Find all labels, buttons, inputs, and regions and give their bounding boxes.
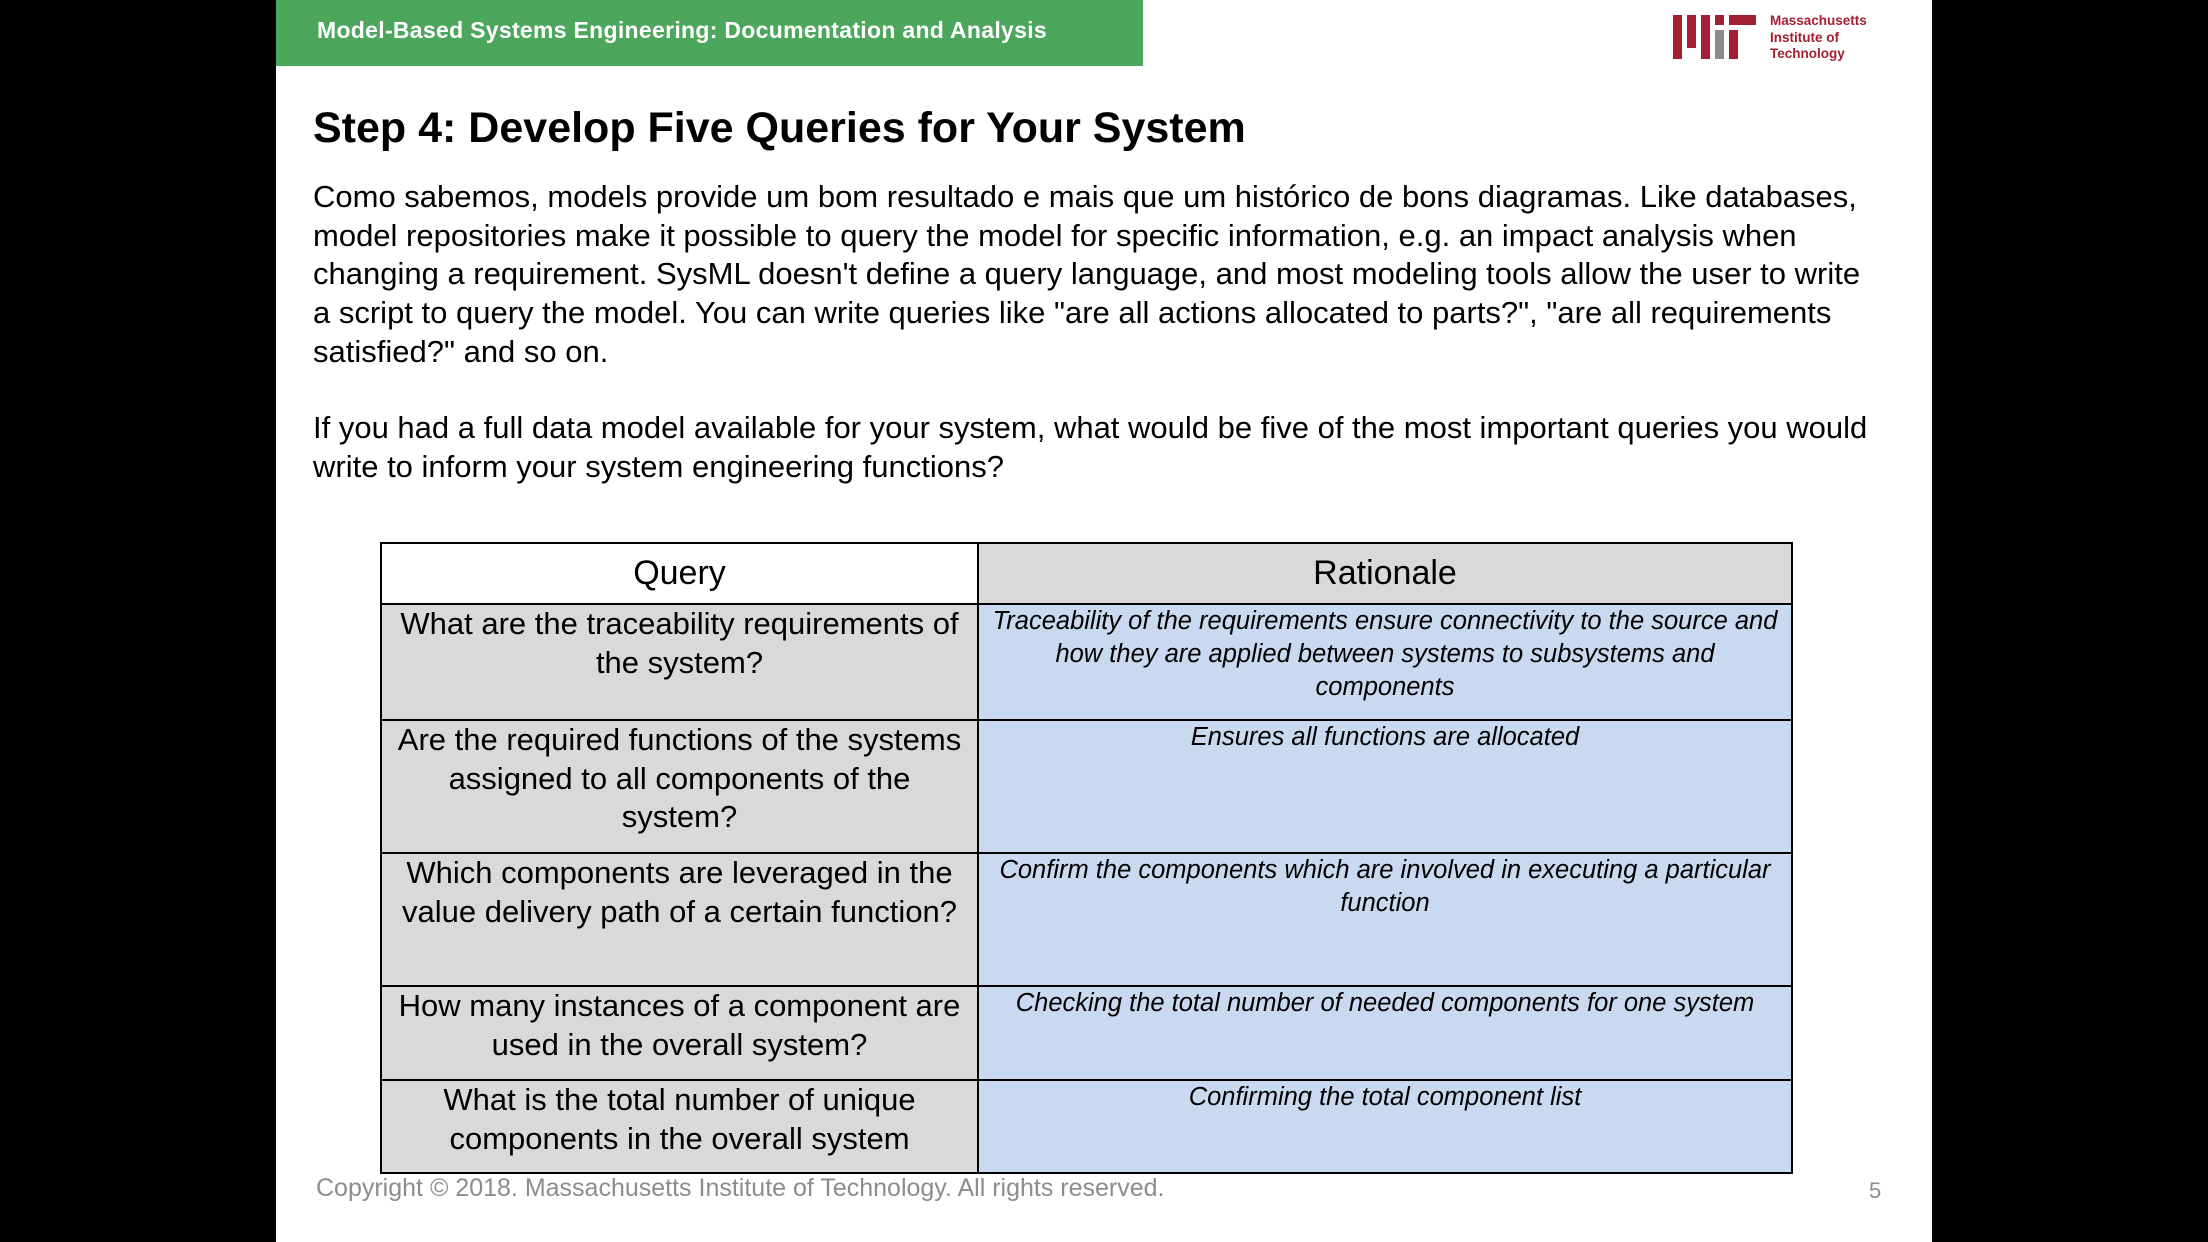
mit-logo-mark-icon — [1673, 13, 1757, 61]
copyright-footer: Copyright © 2018. Massachusetts Institute of Technology. All rights reserved. — [316, 1174, 1165, 1202]
question-paragraph: If you had a full data model available for your system, what would be five of the most important queries you would write to inform your system engineering functions? — [313, 410, 1868, 484]
query-cell: What are the traceability requirements of the system? — [381, 604, 978, 720]
column-header-rationale: Rationale — [978, 543, 1792, 604]
table-row — [381, 853, 1792, 986]
rationale-cell: Confirm the components which are involved in executing a particular function — [978, 853, 1792, 986]
mit-logo-text — [1770, 13, 1867, 63]
table-row — [381, 986, 1792, 1080]
course-title-banner: Model-Based Systems Engineering: Documentation and Analysis — [276, 0, 1143, 66]
rationale-cell: Ensures all functions are allocated — [978, 720, 1792, 853]
rationale-cell: Confirming the total component list — [978, 1080, 1792, 1173]
table-row — [381, 1080, 1792, 1173]
rationale-cell: Checking the total number of needed components for one system — [978, 986, 1792, 1080]
queries-table — [380, 542, 1793, 1174]
slide-title: Step 4: Develop Five Queries for Your System — [313, 104, 1246, 152]
logo-line-2: Institute of — [1770, 29, 1839, 45]
query-cell: Which components are leveraged in the value delivery path of a certain function? — [381, 853, 978, 986]
slide — [276, 0, 1932, 1242]
intro-paragraph: Como sabemos, models provide um bom resultado e mais que um histórico de bons diagramas. Like databases, model repositories make it possible to query the model for specific information, e.g. an impact analysis when changing a requirement. SysML doesn't define a query language, and most modeling tools allow the user to write a script to query the model. You can write queries like "are all actions allocated to parts?", "are all requirements satisfied?" and so on. — [313, 179, 1861, 369]
page-number: 5 — [1869, 1178, 1882, 1203]
logo-line-3: Technology — [1770, 46, 1845, 61]
logo-line-1: Massachusetts — [1770, 13, 1867, 28]
rationale-cell: Traceability of the requirements ensure connectivity to the source and how they are applied between systems to subsystems and components — [978, 604, 1792, 720]
query-cell: What is the total number of unique components in the overall system — [381, 1080, 978, 1173]
query-cell: Are the required functions of the systems assigned to all components of the system? — [381, 720, 978, 853]
table-header-row — [381, 543, 1792, 604]
table-row — [381, 604, 1792, 720]
table-row — [381, 720, 1792, 853]
mit-logo — [1673, 13, 1873, 63]
query-cell: How many instances of a component are used in the overall system? — [381, 986, 978, 1080]
column-header-query: Query — [381, 543, 978, 604]
